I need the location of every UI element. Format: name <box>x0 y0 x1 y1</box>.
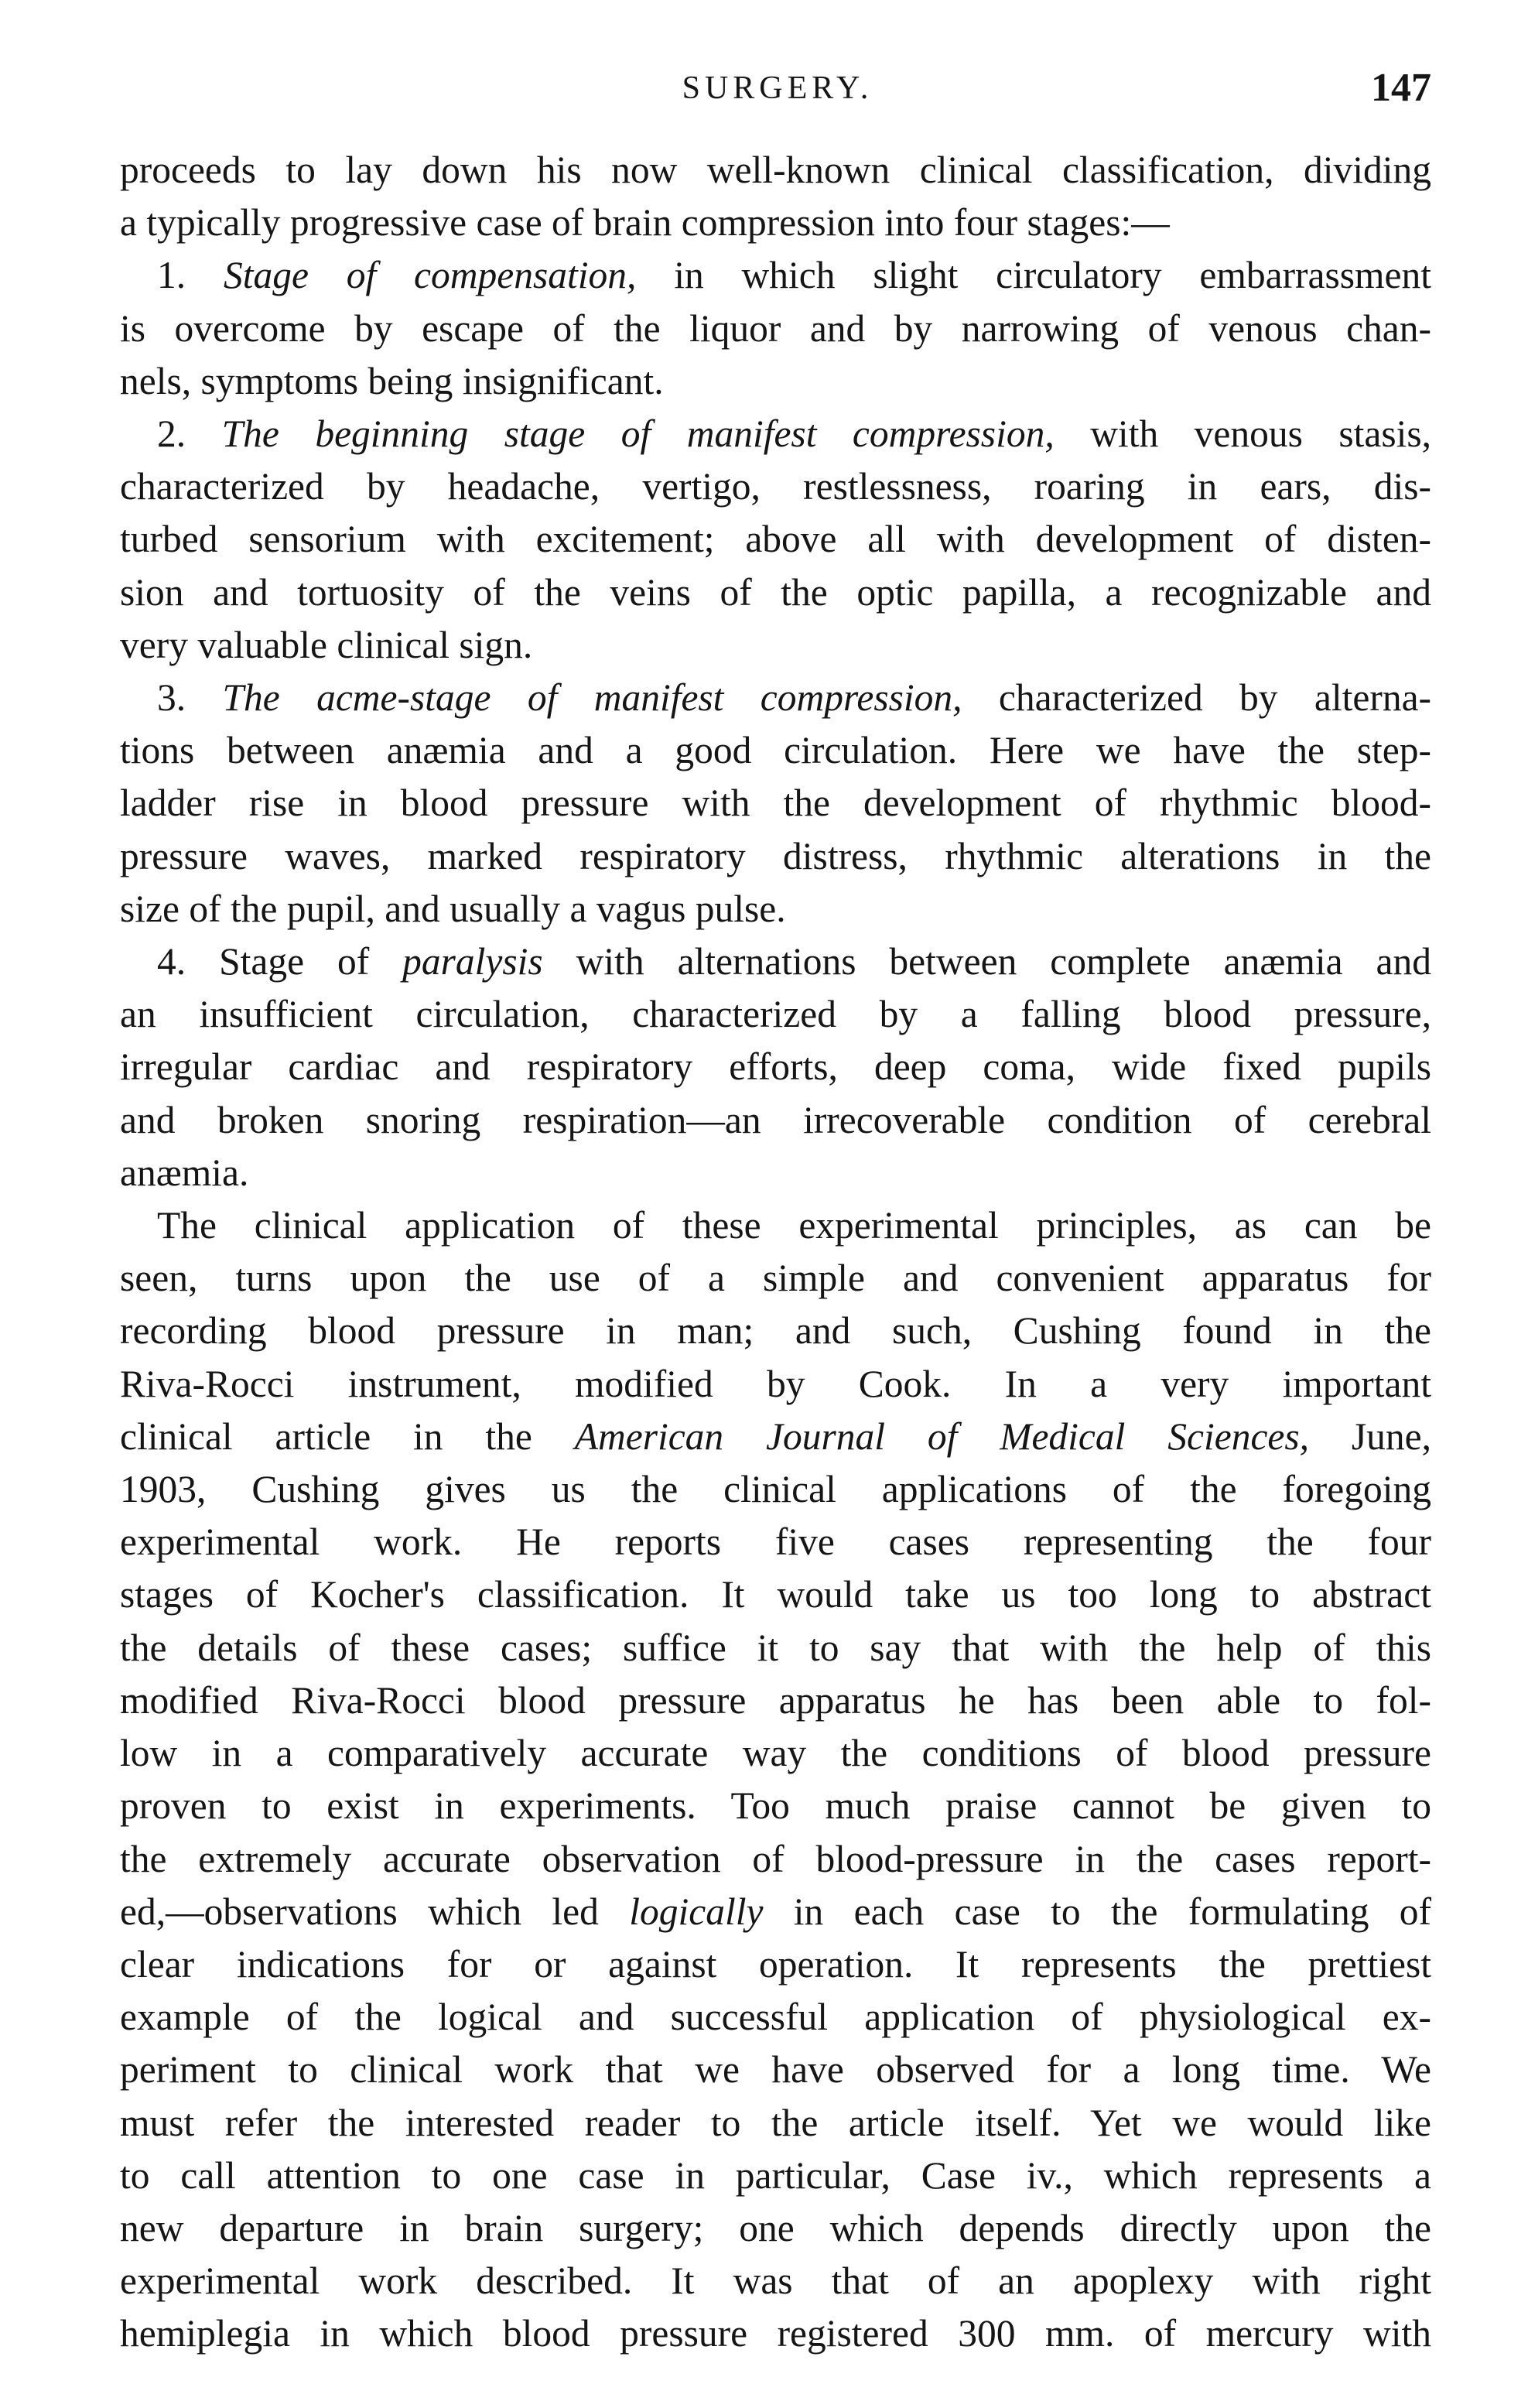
text-line: turbed sensorium with excitement; above all with development of disten- <box>120 518 1431 561</box>
text-line: Riva-Rocci instrument, modified by Cook. In a very important <box>120 1362 1431 1405</box>
page-header <box>124 63 1431 125</box>
stage-1-line: 1. Stage of compensation, in which slight circulatory embarrassment <box>157 254 1432 297</box>
text-line: example of the logical and successful application of physiological ex- <box>120 1996 1431 2039</box>
text-line: to call attention to one case in particular, Case iv., which represents a <box>120 2153 1431 2197</box>
text-line: stages of Kocher's classification. It would take us too long to abstract <box>120 1573 1431 1616</box>
text-line: an insufficient circulation, characterized by a falling blood pressure, <box>120 993 1431 1036</box>
stage-2-title: The beginning stage of manifest compression, <box>221 412 1055 456</box>
text-line: hemiplegia in which blood pressure registered 300 mm. of mercury with <box>120 2312 1431 2355</box>
text-line: tions between anæmia and a good circulation. Here we have the step- <box>120 729 1431 772</box>
text-line: and broken snoring respiration—an irrecoverable condition of cerebral <box>120 1098 1431 1141</box>
text-line: nels, symptoms being insignificant. <box>120 359 664 402</box>
text-line: 1903, Cushing gives us the clinical applications of the foregoing <box>120 1468 1431 1511</box>
text-line: irregular cardiac and respiratory efforts, deep coma, wide fixed pupils <box>120 1045 1431 1089</box>
text-line: recording blood pressure in man; and such, Cushing found in the <box>120 1309 1431 1353</box>
text-line: experimental work described. It was that of an apoplexy with right <box>120 2259 1431 2303</box>
text-line: the details of these cases; suffice it to say that with the help of this <box>120 1626 1431 1669</box>
stage-3-title: The acme-stage of manifest compression, <box>222 676 962 720</box>
text-line: pressure waves, marked respiratory distress, rhythmic alterations in the <box>120 834 1431 877</box>
text-line: periment to clinical work that we have observed for a long time. We <box>120 2048 1431 2092</box>
text-line: sion and tortuosity of the veins of the optic papilla, a recognizable and <box>120 570 1431 614</box>
text-line: new departure in brain surgery; one which depends directly upon the <box>120 2206 1431 2249</box>
text-line: clear indications for or against operation. It represents the prettiest <box>120 1942 1431 1986</box>
stage-2-line: 2. The beginning stage of manifest compression, with venous stasis, <box>157 412 1432 456</box>
text-line: experimental work. He reports five cases representing the four <box>120 1520 1431 1564</box>
stage-3-line: 3. The acme-stage of manifest compression, characterized by alterna- <box>157 676 1432 720</box>
stage-1-title: Stage of compensation, <box>223 254 637 297</box>
text-line: the extremely accurate observation of blood-pressure in the cases report- <box>120 1837 1431 1880</box>
page-number: 147 <box>1371 66 1431 110</box>
text-line: a typically progressive case of brain compression into four stages:— <box>120 201 1170 245</box>
journal-title: American Journal of Medical Sciences, <box>574 1414 1310 1458</box>
running-title: SURGERY. <box>682 70 873 106</box>
emphasis-word: logically <box>629 1890 764 1933</box>
stage-4-title: paralysis <box>402 940 543 983</box>
text-line: must refer the interested reader to the article itself. Yet we would like <box>120 2101 1431 2144</box>
text-line: The clinical application of these experimental principles, as can be <box>157 1204 1431 1247</box>
text-line: proceeds to lay down his now well-known clinical classification, dividing <box>120 149 1431 191</box>
text-line: proven to exist in experiments. Too much praise cannot be given to <box>120 1784 1431 1828</box>
body-text <box>120 144 1431 2361</box>
text-line: size of the pupil, and usually a vagus pulse. <box>120 887 786 930</box>
text-line: very valuable clinical sign. <box>120 623 533 666</box>
text-line: is overcome by escape of the liquor and by narrowing of venous chan- <box>120 306 1431 350</box>
stage-4-line: 4. Stage of paralysis with alternations between complete anæmia and <box>157 940 1431 983</box>
text-line: anæmia. <box>120 1151 249 1194</box>
emphasis-line: ed,—observations which led logically in each case to the formulating of <box>120 1890 1432 1933</box>
text-line: low in a comparatively accurate way the conditions of blood pressure <box>120 1732 1431 1775</box>
text-line: characterized by headache, vertigo, restlessness, roaring in ears, dis- <box>120 465 1431 508</box>
text-line: modified Riva-Rocci blood pressure apparatus he has been able to fol- <box>120 1678 1431 1722</box>
text-line: ladder rise in blood pressure with the development of rhythmic blood- <box>120 782 1431 825</box>
journal-citation-line: clinical article in the American Journal of Medical Sciences, June, <box>120 1414 1432 1458</box>
text-line: seen, turns upon the use of a simple and convenient apparatus for <box>120 1257 1431 1300</box>
